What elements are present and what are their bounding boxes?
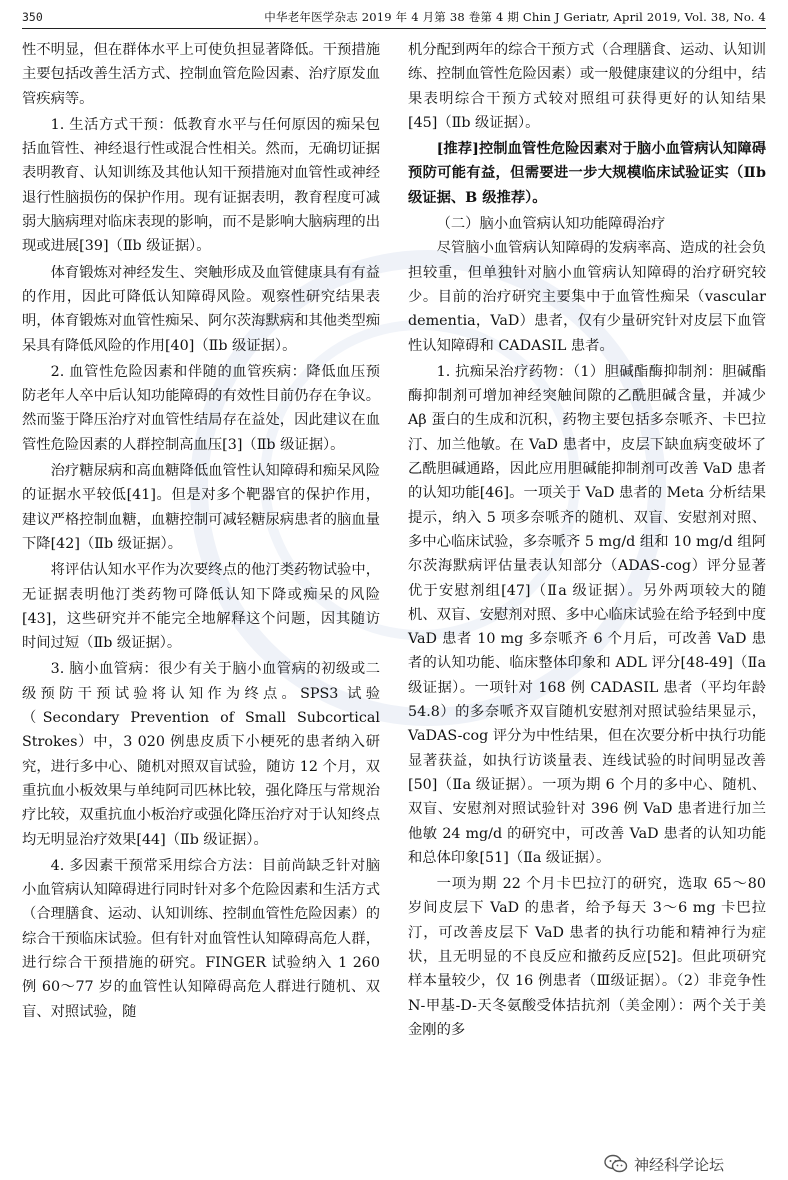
paragraph: 一项为期 22 个月卡巴拉汀的研究，选取 65～80 岁间皮层下 VaD 的患者，给予每天 3～6 mg 卡巴拉汀，可改善皮层下 VaD 患者的执行功能和精神行为症状，且无明显的不良反应和撤药反应[52]。但此项研究样本量较少，仅 16 例患者（Ⅲ级证据）。（2）非竞争性 N-甲基-D-天冬氨酸受体拮抗剂（美金刚）：两个关于美金刚的多 xyxy=(408,876,766,1038)
paragraph: 3. 脑小血管病：很少有关于脑小血管病的初级或二级预防干预试验将认知作为终点。SPS3 试验（Secondary Prevention of Small Subcortical Strokes）中，3 020 例患皮质下小梗死的患者纳入研究，进行多中心、随机对照双盲试验，随访 12 个月，双重抗血小板效果与单纯阿司匹林比较，强化降压与常规治疗比较，双重抗血小板治疗或强化降压治疗对于认知终点均无明显治疗效果[44]（Ⅱb 级证据）。 xyxy=(22,661,380,848)
paragraph: 2. 血管性危险因素和伴随的血管疾病：降低血压预防老年人卒中后认知功能障碍的有效性目前仍存在争议。然而鉴于降压治疗对血管性结局存在益处，因此建议在血管性危险因素的人群控制高血压[3]（Ⅱb 级证据）。 xyxy=(22,363,380,453)
paragraph: 尽管脑小血管病认知障碍的发病率高、造成的社会负担较重，但单独针对脑小血管病认知障碍的治疗研究较少。目前的治疗研究主要集中于血管性痴呆（vascular dementia，VaD）患者，仅有少量研究针对皮层下血管性认知障碍和 CADASIL 患者。 xyxy=(408,240,766,354)
wechat-account-name: 神经科学论坛 xyxy=(634,1155,725,1174)
paragraph: 将评估认知水平作为次要终点的他汀类药物试验中，无证据表明他汀类药物可降低认知下降或痴呆的风险[43]，这些研究并不能完全地解释这个问题，因其随访时间过短（Ⅱb 级证据）。 xyxy=(22,562,380,652)
paragraph: 体育锻炼对神经发生、突触形成及血管健康具有有益的作用，因此可降低认知障碍风险。观察性研究结果表明，体育锻炼对血管性痴呆、阿尔茨海默病和其他类型痴呆具有降低风险的作用[40]（Ⅱb 级证据）。 xyxy=(22,264,380,354)
journal-title: 中华老年医学杂志 2019 年 4 月第 38 卷第 4 期 Chin J Geriatr, April 2019, Vol. 38, No. 4 xyxy=(264,10,766,24)
paragraph: 4. 多因素干预常采用综合方法：目前尚缺乏针对脑小血管病认知障碍进行同时针对多个危险因素和生活方式（合理膳食、运动、认知训练、控制血管性危险因素）的综合干预临床试验。但有针对血管性认知障碍高危人群，进行综合干预措施的研究。FINGER 试验纳入 1 260 例 60～77 岁的血管性认知障碍高危人群进行随机、双盲、对照试验，随 xyxy=(22,857,380,1020)
recommendation: [推荐]控制血管性危险因素对于脑小血管病认知障碍预防可能有益，但需要进一步大规模临床试验证实（Ⅱb 级证据、B 级推荐）。 xyxy=(408,141,766,206)
paragraph: 治疗糖尿病和高血糖降低血管性认知障碍和痴呆风险的证据水平较低[41]。但是对多个靶器官的保护作用，建议严格控制血糖，血糖控制可减轻糖尿病患者的脑血量下降[42]（Ⅱb 级证据）。 xyxy=(22,463,380,552)
left-column xyxy=(22,38,380,1026)
paragraph: 1. 抗痴呆治疗药物：（1）胆碱酯酶抑制剂：胆碱酯酶抑制剂可增加神经突触间隙的乙酰胆碱含量，并减少 Aβ 蛋白的生成和沉积，药物主要包括多奈哌齐、卡巴拉汀、加兰他敏。在 VaD 患者中，皮层下缺血病变破坏了乙酰胆碱通路，因此应用胆碱能抑制剂可改善 VaD 患者的认知功能[46]。一项关于 VaD 患者的 Meta 分析结果提示，纳入 5 项多奈哌齐的随机、双盲、安慰剂对照、多中心临床试验，多奈哌齐 5 mg/d 组和 10 mg/d 组阿尔茨海默病评估量表认知部分（ADAS-cog）评分显著优于安慰剂组[47]（Ⅱa 级证据）。另外两项较大的随机、双盲、安慰剂对照、多中心临床试验在给予轻到中度 VaD 患者 10 mg 多奈哌齐 6 个月后，可改善 VaD 患者的认知功能、临床整体印象和 ADL 评分[48-49]（Ⅱa 级证据）。一项针对 168 例 CADASIL 患者（平均年龄 54.8）的多奈哌齐双盲随机安慰剂对照试验结果显示，VaDAS-cog 评分为中性结果，但在次要分析中执行功能显著获益，如执行访谈量表、连线试验的时间明显改善[50]（Ⅱa 级证据）。一项为期 6 个月的多中心、随机、双盲、安慰剂对照试验针对 396 例 VaD 患者进行加兰他敏 24 mg/d 的研究中，可改善 VaD 患者的认知功能和总体印象[51]（Ⅱa 级证据）。 xyxy=(408,363,766,866)
header-rule xyxy=(22,28,766,29)
wechat-icon xyxy=(604,1154,628,1174)
paragraph: 机分配到两年的综合干预方式（合理膳食、运动、认知训练、控制血管性危险因素）或一般健康建议的分组中，结果表明综合干预方式较对照组可获得更好的认知结果[45]（Ⅱb 级证据）。 xyxy=(408,42,766,131)
page-number: 350 xyxy=(22,10,43,24)
right-column xyxy=(408,38,766,1044)
page-header xyxy=(22,6,766,28)
section-heading: （二）脑小血管病认知功能障碍治疗 xyxy=(436,216,666,233)
paragraph: 性不明显，但在群体水平上可使负担显著降低。干预措施主要包括改善生活方式、控制血管危险因素、治疗原发血管疾病等。 xyxy=(22,42,380,107)
wechat-watermark xyxy=(598,1150,730,1178)
paragraph: 1. 生活方式干预：低教育水平与任何原因的痴呆包括血管性、神经退行性或混合性相关。然而，无确切证据表明教育、认知训练及其他认知干预措施对血管性或神经退行性脑损伤的保护作用。现有证据表明，教育程度可减弱大脑病理对临床表现的影响，而不是影响大脑病理的出现或进展[39]（Ⅱb 级证据）。 xyxy=(22,116,380,255)
